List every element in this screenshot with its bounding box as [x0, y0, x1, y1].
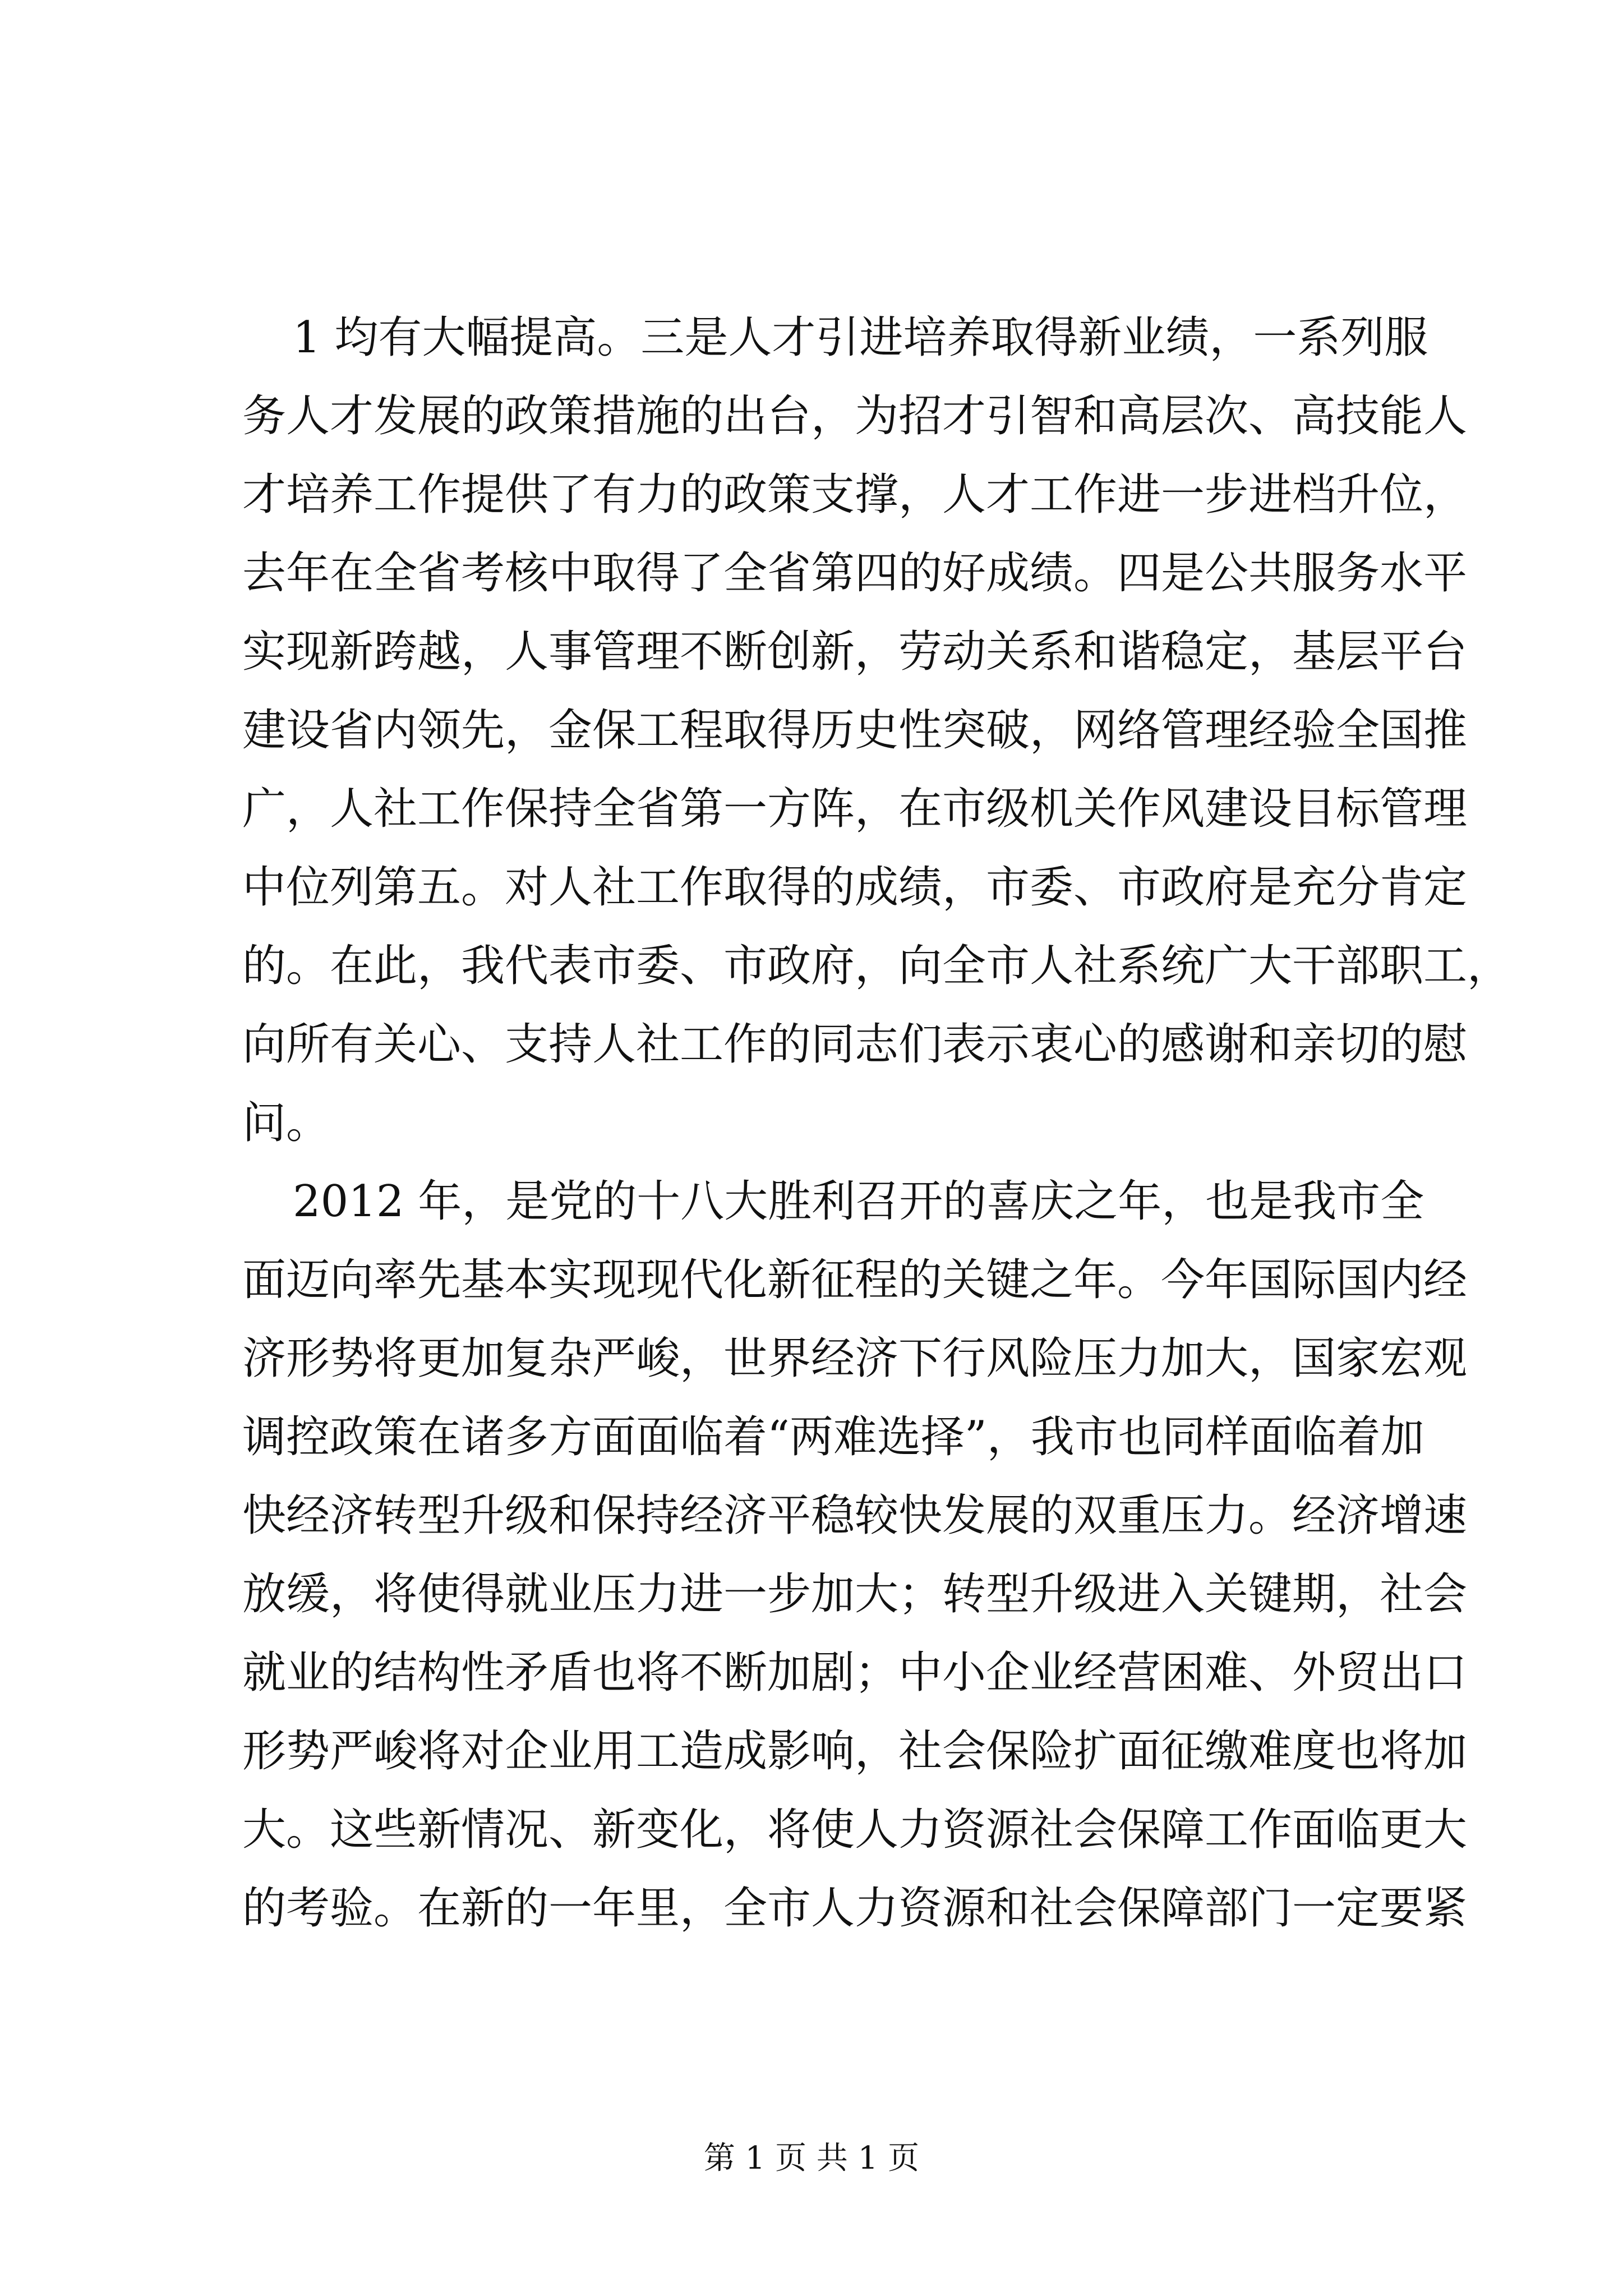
- text-line: 济形势将更加复杂严峻，世界经济下行风险压力加大，国家宏观: [242, 1333, 1468, 1384]
- text-line: 务人才发展的政策措施的出台，为招才引智和高层次、高技能人: [242, 391, 1468, 441]
- text-line: 广，人社工作保持全省第一方阵，在市级机关作风建设目标管理: [242, 784, 1468, 834]
- text-line: 1 均有大幅提高。三是人才引进培养取得新业绩，一系列服: [293, 312, 1428, 363]
- text-line: 面迈向率先基本实现现代化新征程的关键之年。今年国际国内经: [242, 1255, 1468, 1305]
- text-line: 建设省内领先，金保工程取得历史性突破，网络管理经验全国推: [242, 705, 1468, 756]
- page-footer: 第 1 页 共 1 页: [703, 2140, 920, 2177]
- text-line: 才培养工作提供了有力的政策支撑，人才工作进一步进档升位，: [242, 470, 1468, 520]
- text-line: 大。这些新情况、新变化，将使人力资源社会保障工作面临更大: [242, 1805, 1468, 1855]
- text-line: 向所有关心、支持人社工作的同志们表示衷心的感谢和亲切的慰: [242, 1019, 1468, 1070]
- text-line: 调控政策在诸多方面面临着“两难选择”，我市也同样面临着加: [242, 1412, 1424, 1462]
- text-line: 形势严峻将对企业用工造成影响，社会保险扩面征缴难度也将加: [242, 1726, 1468, 1777]
- text-line: 2012 年，是党的十八大胜利召开的喜庆之年，也是我市全: [293, 1176, 1424, 1227]
- text-line: 中位列第五。对人社工作取得的成绩，市委、市政府是充分肯定: [242, 862, 1468, 913]
- text-line: 的考验。在新的一年里，全市人力资源和社会保障部门一定要紧: [242, 1883, 1468, 1934]
- text-line: 的。在此，我代表市委、市政府，向全市人社系统广大干部职工，: [242, 941, 1511, 991]
- text-line: 就业的结构性矛盾也将不断加剧；中小企业经营困难、外贸出口: [242, 1648, 1468, 1698]
- text-line: 去年在全省考核中取得了全省第四的好成绩。四是公共服务水平: [242, 548, 1468, 599]
- text-line: 问。: [242, 1098, 330, 1148]
- text-line: 实现新跨越，人事管理不断创新，劳动关系和谐稳定，基层平台: [242, 627, 1468, 677]
- text-line: 快经济转型升级和保持经济平稳较快发展的双重压力。经济增速: [242, 1490, 1468, 1541]
- text-line: 放缓，将使得就业压力进一步加大；转型升级进入关键期，社会: [242, 1569, 1468, 1619]
